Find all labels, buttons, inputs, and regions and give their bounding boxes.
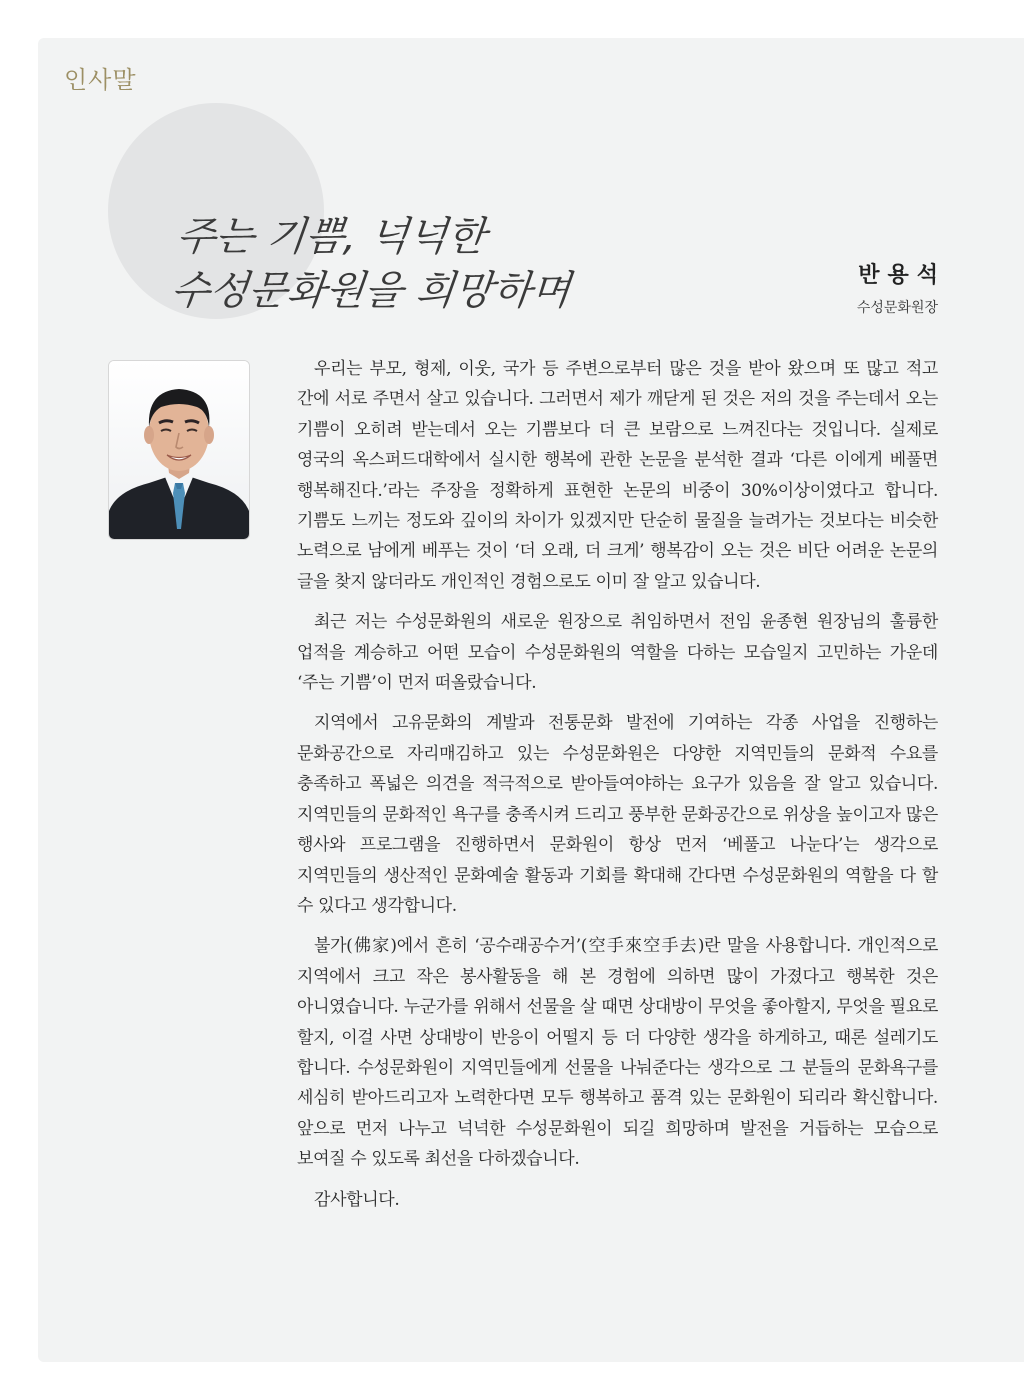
paragraph: 최근 저는 수성문화원의 새로운 원장으로 취임하면서 전임 윤종현 원장님의 훌륭한 업적을 계승하고 어떤 모습이 수성문화원의 역할을 다하는 모습일지 고민하는 가운데 ‘주는 기쁨’이 먼저 떠올랐습니다. (297, 612, 938, 694)
author-block (856, 258, 946, 317)
title-line-2: 수성문화원을 희망하며 (168, 268, 573, 314)
author-role: 수성문화원장 (856, 300, 938, 316)
paragraph: 지역에서 고유문화의 계발과 전통문화 발전에 기여하는 각종 사업을 진행하는 문화공간으로 자리매김하고 있는 수성문화원은 다양한 지역민들의 문화적 수요를 충족하고 폭넓은 의견을 적극적으로 받아들여야하는 요구가 있음을 잘 알고 있습니다. 지역민들의 문화적인 욕구를 충족시켜 드리고 풍부한 문화공간으로 위상을 높이고자 많은 행사와 프로그램을 진행하면서 문화원이 항상 먼저 ‘베풀고 나눈다’는 생각으로 지역민들의 생산적인 문화예술 활동과 기회를 확대해 간다면 수성문화원의 역할을 다 할 수 있다고 생각합니다. (297, 713, 938, 916)
title-line-1: 주는 기쁨, 넉넉한 (174, 214, 488, 260)
paragraph: 우리는 부모, 형제, 이웃, 국가 등 주변으로부터 많은 것을 받아 왔으며 또 많고 적고 간에 서로 주면서 살고 있습니다. 그러면서 제가 깨닫게 된 것은 저의 것을 주는데서 오는 기쁨이 오히려 받는데서 오는 기쁨보다 더 큰 보람으로 느껴진다는 것입니다. 실제로 영국의 옥스퍼드대학에서 실시한 행복에 관한 논문을 분석한 결과 ‘다른 이에게 베풀면 행복해진다.’라는 주장을 정확하게 표현한 논문의 비중이 30%이상이였다고 합니다. 기쁨도 느끼는 정도와 깊이의 차이가 있겠지만 단순히 물질을 늘려가는 것보다는 비슷한 노력으로 남에게 베푸는 것이 ‘더 오래, 더 크게’ 행복감이 오는 것은 비단 어려운 논문의 글을 찾지 않더라도 개인적인 경험으로도 이미 잘 알고 있습니다. (297, 359, 938, 592)
author-photo (108, 360, 250, 540)
author-name: 반용석 (858, 262, 946, 288)
person-portrait-icon (109, 361, 249, 539)
section-label: 인사말 (64, 66, 137, 94)
page-title (168, 210, 578, 318)
closing-paragraph: 감사합니다. (314, 1189, 400, 1210)
paragraph: 불가(佛家)에서 흔히 ‘공수래공수거’(空手來空手去)란 말을 사용합니다. 개인적으로 지역에서 크고 작은 봉사활동을 해 본 경험에 의하면 많이 가졌다고 행복한 것은 아니였습니다. 누군가를 위해서 선물을 살 때면 상대방이 무엇을 좋아할지, 무엇을 필요로 할지, 이걸 사면 상대방이 반응이 어떨지 등 더 다양한 생각을 하게하고, 때론 설레기도 합니다. 수성문화원이 지역민들에게 선물을 나눠준다는 생각으로 그 분들의 문화욕구를 세심히 받아드리고자 노력한다면 모두 행복하고 품격 있는 문화원이 되리라 확신합니다. 앞으로 먼저 나누고 넉넉한 수성문화원이 되길 희망하며 발전을 거듭하는 모습으로 보여질 수 있도록 최선을 다하겠습니다. (297, 936, 938, 1170)
greeting-body (297, 354, 938, 1225)
